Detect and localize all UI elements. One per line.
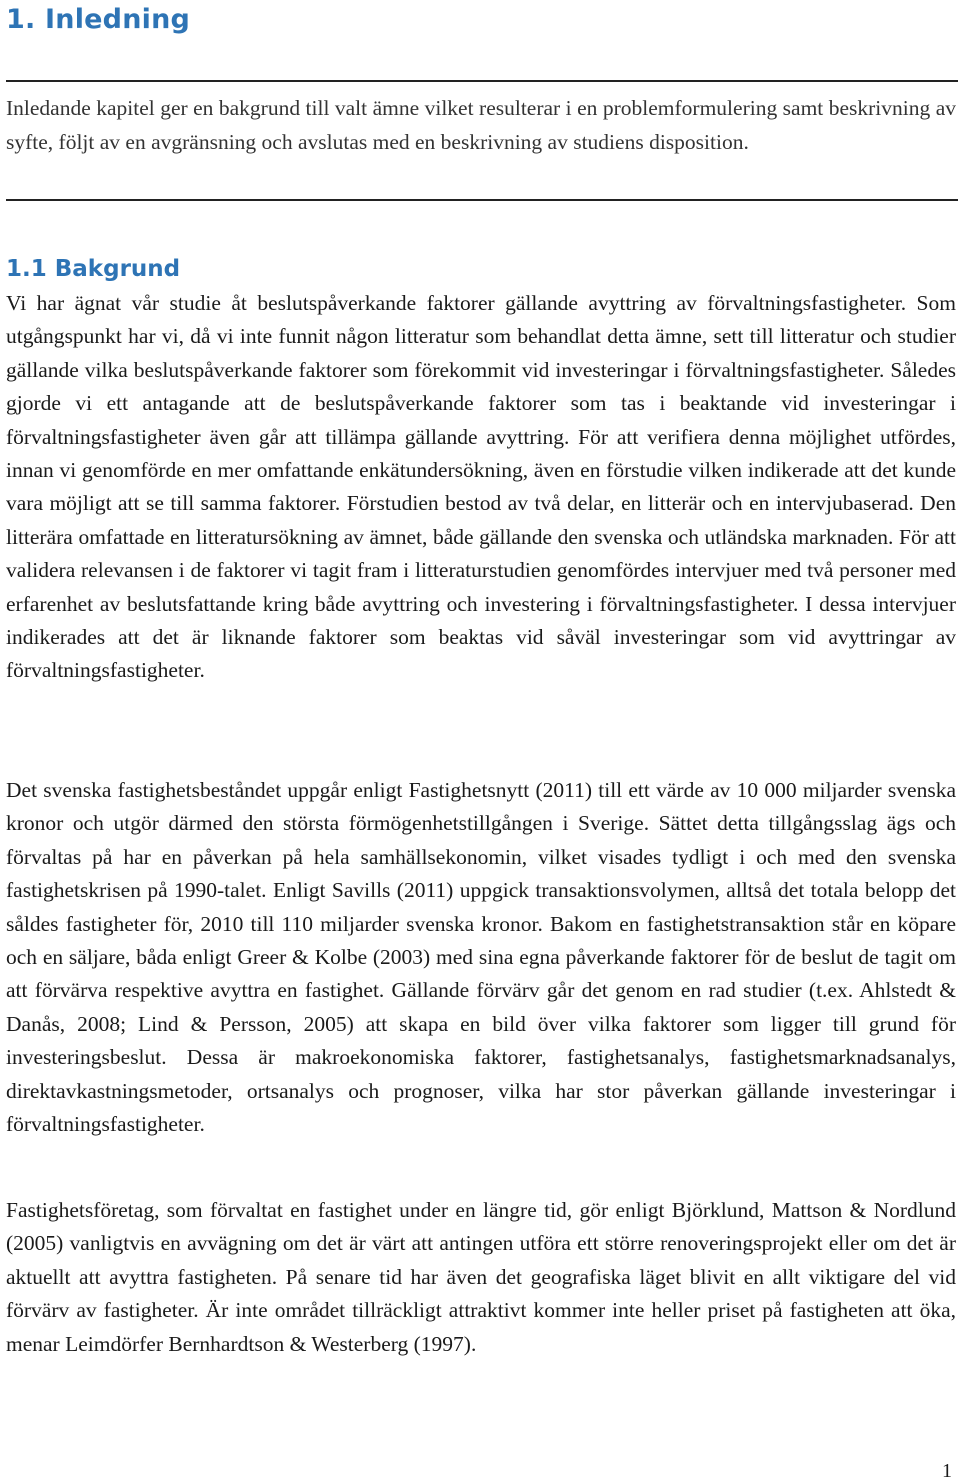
bottom-divider — [6, 199, 958, 201]
top-divider — [6, 80, 958, 82]
body-paragraph-1: Vi har ägnat vår studie åt beslutspåverkande faktorer gällande avyttring av förvaltningsfastigheter. Som utgångspunkt har vi, då vi inte funnit någon litteratur som behandlat detta ämne, sett till litteratur och studier gällande vilka beslutspåverkande faktorer som förekommit vid investeringar i förvaltningsfastigheter. Således gjorde vi ett antagande att de beslutspåverkande faktorer som tas i beaktande vid investeringar i förvaltningsfastigheter även går att tillämpa gällande avyttring. För att verifiera denna möjlighet utfördes, innan vi genomförde en mer omfattande enkätundersökning, även en förstudie vilken indikerade att det kunde vara möjligt att se till samma faktorer. Förstudien bestod av två delar, en litterär och en intervjubaserad. Den litterära omfattade en litteratursökning av ämnet, både gällande den svenska och utländska marknaden. För att validera relevansen i de faktorer vi tagit fram i litteraturstudien genomfördes intervjuer med två personer med erfarenhet av beslutsfattande kring både avyttring och investering i förvaltningsfastigheter. I dessa intervjuer indikerades att det är liknande faktorer som beaktas vid såväl investeringar som vid avyttringar av förvaltningsfastigheter. — [6, 291, 956, 683]
chapter-heading: 1. Inledning — [6, 4, 191, 35]
page-number: 1 — [942, 1460, 952, 1482]
chapter-intro: Inledande kapitel ger en bakgrund till valt ämne vilket resulterar i en problemformulering samt beskrivning av syfte, följt av en avgränsning och avslutas med en beskrivning av studiens disposition. — [6, 96, 956, 154]
body-paragraph-2: Det svenska fastighetsbeståndet uppgår enligt Fastighetsnytt (2011) till ett värde av 10 000 miljarder svenska kronor och utgör därmed den största förmögenhetstillgången i Sverige. Sättet detta tillgångsslag ägs och förvaltas på har en påverkan på hela samhällsekonomin, vilket visades tydligt i och med den svenska fastighetskrisen på 1990-talet. Enligt Savills (2011) uppgick transaktionsvolymen, alltså det totala belopp det såldes fastigheter för, 2010 till 110 miljarder svenska kronor. Bakom en fastighetstransaktion står en köpare och en säljare, båda enligt Greer & Kolbe (2003) med sina egna påverkande faktorer för de beslut de tagit om att förvärva respektive avyttra en fastighet. Gällande förvärv går det genom en rad studier (t.ex. Ahlstedt & Danås, 2008; Lind & Persson, 2005) att skapa en bild över vilka faktorer som ligger till grund för investeringsbeslut. Dessa är makroekonomiska faktorer, fastighetsanalys, fastighetsmarknadsanalys, direktavkastningsmetoder, ortsanalys och prognoser, vilka har stor påverkan gällande investeringar i förvaltningsfastigheter. — [6, 778, 956, 1137]
section-heading: 1.1 Bakgrund — [6, 256, 181, 282]
body-paragraph-3: Fastighetsföretag, som förvaltat en fastighet under en längre tid, gör enligt Björklund, Mattson & Nordlund (2005) vanligtvis en avvägning om det är värt att antingen utföra ett större renoveringsprojekt eller om det är aktuellt att avyttra fastigheten. På senare tid har även det geografiska läget blivit en allt viktigare del vid förvärv av fastigheter. Är inte området tillräckligt attraktivt kommer inte heller priset på fastigheten att öka, menar Leimdörfer Bernhardtson & Westerberg (1997). — [6, 1198, 956, 1356]
